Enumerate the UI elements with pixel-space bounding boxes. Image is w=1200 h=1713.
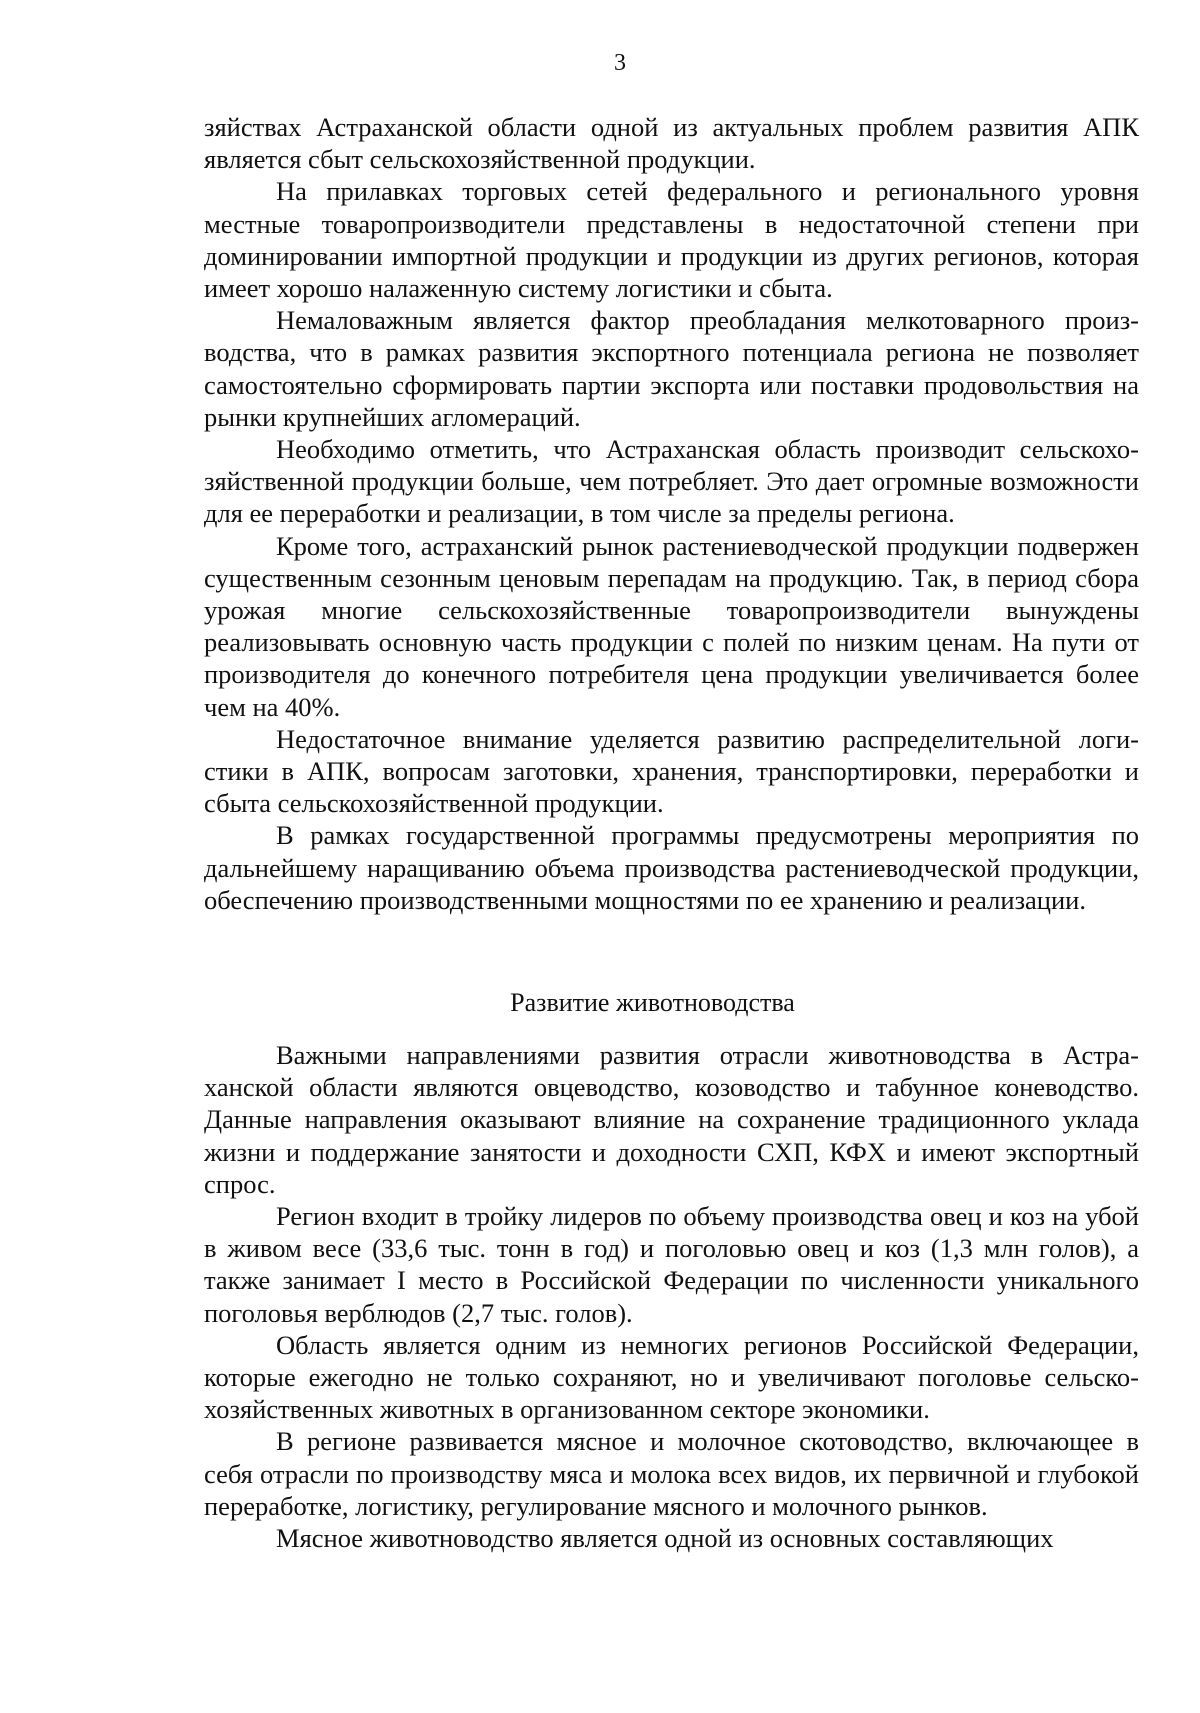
section-heading: Развитие животноводства (510, 988, 795, 1017)
paragraph: Необходимо отметить, что Астраханская область производит сельскохозяйственной продукции больше, чем потребляет. Это дает огромные возможности для ее переработки и реализации, в том числе за пределы региона. (204, 434, 1139, 529)
paragraph: На прилавках торговых сетей федерального и регионального уровня местные товаропроизводители представлены в недостаточной степени при доминировании импортной продукции и продукции из других регионов, которая имеет хорошо налаженную систему логистики и сбыта. (204, 176, 1139, 304)
paragraph: В рамках государственной программы предусмотрены мероприятия по дальнейшему наращиванию объема производства растениеводческой продукции, обеспечению производственными мощностями по ее хранению и реализации. (204, 820, 1139, 915)
section-livestock (204, 1039, 1139, 1554)
page-number: 3 (614, 50, 626, 76)
paragraph: Немаловажным является фактор преобладания мелкотоварного производства, что в рамках развития экспортного потенциала региона не позволяет самостоятельно сформировать партии экспорта или поставки продовольствия на рынки крупнейших агломераций. (204, 305, 1139, 432)
paragraph: Область является одним из немногих регионов Российской Федерации, которые ежегодно не только сохраняют, но и увеличивают поголовье сельскохозяйственных животных в организованном секторе экономики. (204, 1329, 1139, 1425)
paragraph: В регионе развивается мясное и молочное скотоводство, включающее в себя отрасли по производству мяса и молока всех видов, их первичной и глубокой переработке, логистику, регулирование мясного и молочного рынков. (204, 1426, 1139, 1521)
paragraph: Мясное животноводство является одной из основных составляющих (276, 1523, 1054, 1554)
paragraph: Регион входит в тройку лидеров по объему производства овец и коз на убой в живом весе (33,6 тыс. тонн в год) и поголовью овец и коз (1,3 млн голов), а также занимает I место в Российской Федерации по численности уникального поголовья верблюдов (2,7 тыс. голов). (204, 1201, 1139, 1328)
paragraph: зяйствах Астраханской области одной из актуальных проблем развития АПК является сбыт сельскохозяйственной продукции. (204, 112, 1139, 175)
paragraph: Важными направлениями развития отрасли животноводства в Астраханской области являются овцеводство, козоводство и табунное коневодство. Данные направления оказывают влияние на сохранение традиционного уклада жизни и поддержание занятости и доходности СХП, КФХ и имеют экспортный спрос. (204, 1040, 1139, 1199)
paragraph: Недостаточное внимание уделяется развитию распределительной логистики в АПК, вопросам заготовки, хранения, транспортировки, переработки и сбыта сельскохозяйственной продукции. (204, 723, 1139, 819)
paragraph: Кроме того, астраханский рынок растениеводческой продукции подвержен существенным сезонным ценовым перепадам на продукцию. Так, в период сбора урожая многие сельскохозяйственные товаропроизводители вынуждены реализовывать основную часть продукции с полей по низким ценам. На пути от производителя до конечного потребителя цена продукции увеличивается более чем на 40%. (204, 530, 1139, 722)
section-crop-sales (204, 111, 1139, 916)
